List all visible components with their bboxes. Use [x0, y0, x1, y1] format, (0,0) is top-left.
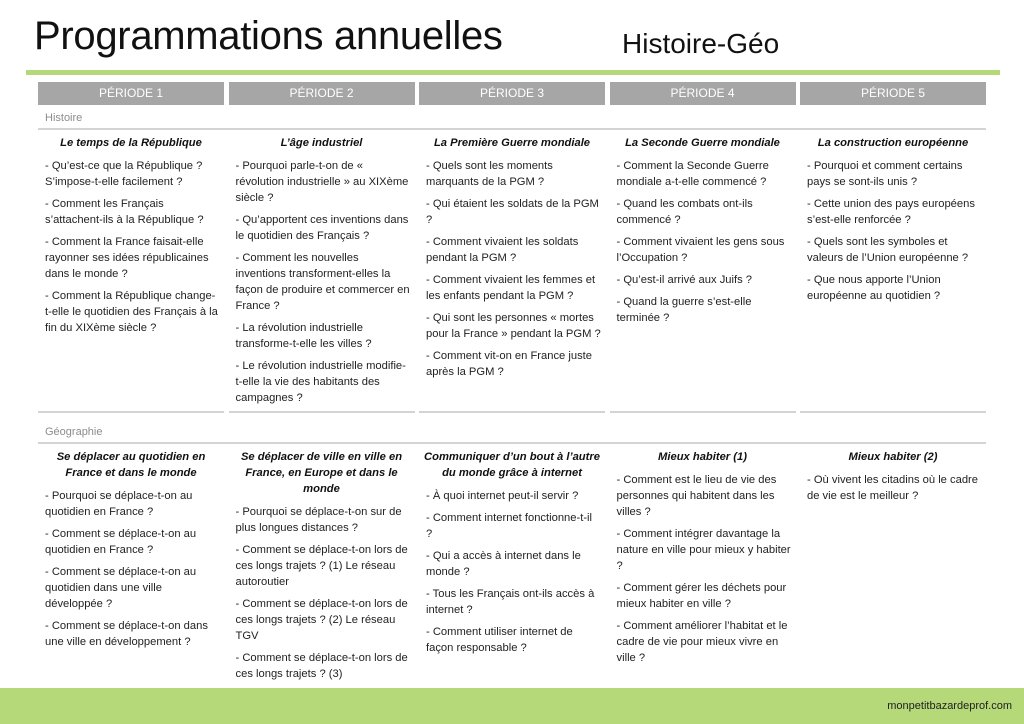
question-item: - Qu’est-ce que la République ? S’impose-t-elle facilement ?	[45, 160, 203, 188]
theme-title: La construction européenne	[817, 137, 969, 149]
question-item: - Comment se déplace-t-on au quotidien dans une ville développée ?	[45, 566, 197, 610]
question-item: - Qui a accès à internet dans le monde ?	[426, 550, 581, 578]
question-item: - Qu’apportent ces inventions dans le quotidien des Français ?	[235, 214, 409, 242]
histoire-cell-1	[38, 130, 224, 413]
question-item: - Comment la Seconde Guerre mondiale a-t-elle commencé ?	[616, 160, 769, 188]
section-label-histoire: Histoire	[38, 105, 986, 130]
question-item: - Comment se déplace-t-on au quotidien en France ?	[45, 528, 197, 556]
question-item: - Qu’est-il arrivé aux Juifs ?	[616, 274, 753, 286]
theme-title: Se déplacer au quotidien en France et dans le monde	[56, 451, 206, 479]
question-item: - Comment les nouvelles inventions transforment-elles la façon de produire et commercer en France ?	[235, 252, 410, 312]
title-divider	[26, 70, 1000, 75]
page-title: Programmations annuelles	[34, 14, 503, 58]
footer-site: monpetitbazardeprof.com	[887, 700, 1012, 712]
question-item: - Comment vivaient les soldats pendant la PGM ?	[426, 236, 579, 264]
histoire-cell-2	[229, 130, 415, 413]
question-item: - Tous les Français ont-ils accès à internet ?	[426, 588, 595, 616]
theme-title: Se déplacer de ville en ville en France, en Europe et dans le monde	[240, 451, 403, 495]
question-item: - Cette union des pays européens s’est-elle renforcée ?	[807, 198, 975, 226]
question-item: - Comment vivaient les gens sous l’Occupation ?	[616, 236, 785, 264]
geographie-cell-4	[610, 444, 796, 688]
period-header-2: PÉRIODE 2	[229, 82, 415, 105]
question-item: - À quoi internet peut-il servir ?	[426, 490, 579, 502]
question-item: - Quand les combats ont-ils commencé ?	[616, 198, 753, 226]
program-table	[38, 82, 986, 688]
geographie-cell-1	[38, 444, 224, 688]
page-subtitle: Histoire-Géo	[622, 28, 780, 59]
question-item: - La révolution industrielle transforme-t-elle les villes ?	[235, 322, 372, 350]
geographie-cell-2	[229, 444, 415, 688]
question-item: - Le révolution industrielle modifie-t-elle la vie des habitants des campagnes ?	[235, 360, 406, 404]
period-header-3: PÉRIODE 3	[419, 82, 605, 105]
question-item: - Quels sont les moments marquants de la PGM ?	[426, 160, 553, 188]
question-item: - Comment se déplace-t-on lors de ces longs trajets ? (3)	[235, 652, 408, 680]
question-item: - Comment internet fonctionne-t-il ?	[426, 512, 593, 540]
histoire-row	[38, 130, 986, 413]
question-item: - Comment se déplace-t-on lors de ces longs trajets ? (1) Le réseau autoroutier	[235, 544, 408, 588]
question-item: - Comment intégrer davantage la nature en ville pour mieux y habiter ?	[616, 528, 791, 572]
period-header-5: PÉRIODE 5	[800, 82, 986, 105]
question-item: - Comment les Français s’attachent-ils à la République ?	[45, 198, 204, 226]
histoire-cell-4	[610, 130, 796, 413]
question-item: - Quand la guerre s’est-elle terminée ?	[616, 296, 752, 324]
question-item: - Qui sont les personnes « mortes pour la France » pendant la PGM ?	[426, 312, 601, 340]
question-item: - Comment gérer les déchets pour mieux habiter en ville ?	[616, 582, 787, 610]
question-item: - Comment se déplace-t-on dans une ville en développement ?	[45, 620, 208, 648]
theme-title: Mieux habiter (2)	[848, 451, 938, 463]
question-item: - Comment se déplace-t-on lors de ces longs trajets ? (2) Le réseau TGV	[235, 598, 408, 642]
theme-title: La Seconde Guerre mondiale	[625, 137, 780, 149]
question-item: - Où vivent les citadins où le cadre de vie est le meilleur ?	[807, 474, 979, 502]
geographie-row	[38, 444, 986, 688]
question-item: - Pourquoi et comment certains pays se sont-ils unis ?	[807, 160, 963, 188]
question-item: - Quels sont les symboles et valeurs de l’Union européenne ?	[807, 236, 969, 264]
question-item: - Pourquoi se déplace-t-on au quotidien en France ?	[45, 490, 193, 518]
geographie-cell-5	[800, 444, 986, 688]
question-item: - Comment vit-on en France juste après la PGM ?	[426, 350, 593, 378]
question-item: - Qui étaient les soldats de la PGM ?	[426, 198, 599, 226]
section-label-geographie: Géographie	[38, 419, 986, 444]
theme-title: La Première Guerre mondiale	[433, 137, 591, 149]
period-header-4: PÉRIODE 4	[610, 82, 796, 105]
question-item: - Comment la France faisait-elle rayonner ses idées républicaines dans le monde ?	[45, 236, 209, 280]
theme-title: Communiquer d’un bout à l’autre du monde grâce à internet	[424, 451, 600, 479]
geographie-cell-3	[419, 444, 605, 688]
question-item: - Pourquoi se déplace-t-on sur de plus longues distances ?	[235, 506, 402, 534]
question-item: - Comment la République change-t-elle le quotidien des Français à la fin du XIXème siècle ?	[45, 290, 218, 334]
question-item: - Comment est le lieu de vie des personnes qui habitent dans les villes ?	[616, 474, 777, 518]
period-header-row	[38, 82, 986, 105]
period-header-1: PÉRIODE 1	[38, 82, 224, 105]
question-item: - Pourquoi parle-t-on de « révolution industrielle » au XIXème siècle ?	[235, 160, 409, 204]
question-item: - Comment améliorer l’habitat et le cadre de vie pour mieux vivre en ville ?	[616, 620, 788, 664]
question-item: - Comment vivaient les femmes et les enfants pendant la PGM ?	[426, 274, 596, 302]
theme-title: Mieux habiter (1)	[658, 451, 747, 463]
question-item: - Comment utiliser internet de façon responsable ?	[426, 626, 573, 654]
theme-title: Le temps de la République	[60, 137, 202, 149]
histoire-cell-5	[800, 130, 986, 413]
histoire-cell-3	[419, 130, 605, 413]
theme-title: L’âge industriel	[280, 137, 363, 149]
question-item: - Que nous apporte l’Union européenne au quotidien ?	[807, 274, 941, 302]
footer-bar	[0, 688, 1024, 724]
